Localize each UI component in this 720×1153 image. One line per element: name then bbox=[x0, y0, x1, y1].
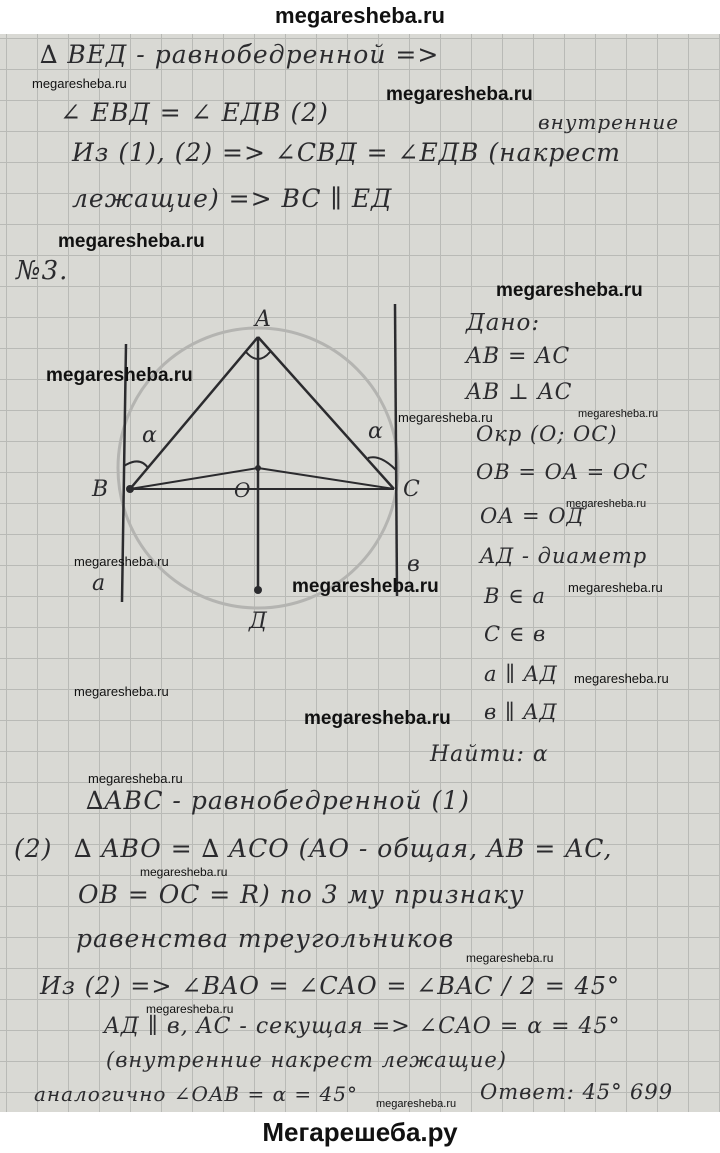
watermark: megaresheba.ru bbox=[58, 231, 205, 252]
solution-step-2-number: (2) bbox=[14, 834, 53, 863]
given-item: AД - диаметр bbox=[480, 544, 648, 568]
site-footer bbox=[0, 1112, 720, 1153]
solution-step-1: ∆ABC - равнобедренной (1) bbox=[86, 786, 470, 815]
site-header-title: megaresheba.ru bbox=[275, 3, 445, 28]
given-item: B ∈ a bbox=[484, 584, 546, 608]
given-item: C ∈ в bbox=[484, 622, 547, 646]
watermark: megaresheba.ru bbox=[568, 580, 663, 595]
line-b bbox=[395, 304, 397, 596]
watermark: megaresheba.ru bbox=[32, 76, 127, 91]
given-item: Окр (O; OC) bbox=[476, 422, 618, 446]
note-line-3: Из (1), (2) => ∠CBД = ∠EДB (накрест bbox=[72, 138, 621, 167]
segment-AB bbox=[130, 337, 258, 489]
label-line-a: a bbox=[92, 571, 106, 596]
point-B bbox=[126, 485, 134, 493]
watermark: megaresheba.ru bbox=[466, 951, 554, 965]
page-number: 699 bbox=[630, 1080, 674, 1104]
given-find: Найти: α bbox=[430, 742, 549, 767]
solution-step-3: Из (2) => ∠BAO = ∠CAO = ∠BAC / 2 = 45° bbox=[40, 972, 621, 1000]
given-item: в ∥ AД bbox=[484, 700, 558, 724]
note-line-4: лежащие) => BC ∥ EД bbox=[72, 184, 393, 213]
given-title: Дано: bbox=[466, 310, 541, 336]
solution-step-2: ∆ ABO = ∆ ACO (AO - общая, AB = AC, bbox=[74, 834, 613, 863]
watermark: megaresheba.ru bbox=[46, 365, 193, 386]
problem-number: №3. bbox=[16, 256, 69, 286]
watermark: megaresheba.ru bbox=[376, 1098, 457, 1110]
watermark: megaresheba.ru bbox=[386, 84, 533, 105]
solution-step-5: аналогично ∠OAB = α = 45° bbox=[34, 1082, 358, 1106]
label-angle-right: α bbox=[368, 419, 383, 444]
watermark: megaresheba.ru bbox=[74, 554, 169, 569]
given-item: AB = AC bbox=[466, 344, 571, 369]
label-D: Д bbox=[249, 609, 267, 634]
solution-step-2c: равенства треугольников bbox=[76, 924, 455, 953]
watermark: megaresheba.ru bbox=[496, 280, 643, 301]
solution-step-4b: (внутренние накрест лежащие) bbox=[106, 1048, 507, 1072]
answer: Ответ: 45° bbox=[480, 1080, 623, 1104]
segment-AC bbox=[258, 337, 394, 489]
angle-arc-B bbox=[124, 461, 148, 468]
segment-OC bbox=[258, 468, 394, 489]
label-line-b: в bbox=[407, 552, 420, 577]
label-angle-left: α bbox=[142, 423, 157, 448]
site-footer-title: Мегарешеба.ру bbox=[262, 1117, 458, 1147]
site-header bbox=[0, 0, 720, 34]
point-D bbox=[254, 586, 262, 594]
watermark: megaresheba.ru bbox=[292, 576, 439, 597]
note-inner: внутренние bbox=[538, 110, 680, 134]
point-O bbox=[255, 465, 261, 471]
label-O: O bbox=[234, 478, 251, 502]
given-item: OA = OД bbox=[480, 504, 585, 528]
solution-step-2b: OB = OC = R) по 3 му признаку bbox=[78, 880, 525, 909]
label-A: A bbox=[255, 307, 271, 332]
watermark: megaresheba.ru bbox=[304, 708, 451, 729]
given-item: AB ⊥ AC bbox=[466, 380, 573, 405]
watermark: megaresheba.ru bbox=[140, 865, 228, 879]
note-line-2: ∠ EBД = ∠ EДB (2) bbox=[60, 98, 329, 127]
watermark: megaresheba.ru bbox=[74, 684, 169, 699]
watermark: megaresheba.ru bbox=[566, 498, 647, 510]
watermark: megaresheba.ru bbox=[574, 671, 669, 686]
given-item: a ∥ AД bbox=[484, 662, 558, 686]
label-C: C bbox=[403, 477, 420, 502]
watermark: megaresheba.ru bbox=[146, 1002, 234, 1016]
note-line-1: ∆ BEД - равнобедренной => bbox=[40, 40, 440, 69]
watermark: megaresheba.ru bbox=[398, 410, 493, 425]
given-item: OB = OA = OC bbox=[476, 460, 649, 484]
label-B: B bbox=[92, 477, 109, 502]
solution-step-4: AД ∥ в, AC - секущая => ∠CAO = α = 45° bbox=[104, 1014, 621, 1039]
watermark: megaresheba.ru bbox=[578, 408, 659, 420]
watermark: megaresheba.ru bbox=[88, 771, 183, 786]
notebook-page bbox=[0, 34, 720, 1112]
